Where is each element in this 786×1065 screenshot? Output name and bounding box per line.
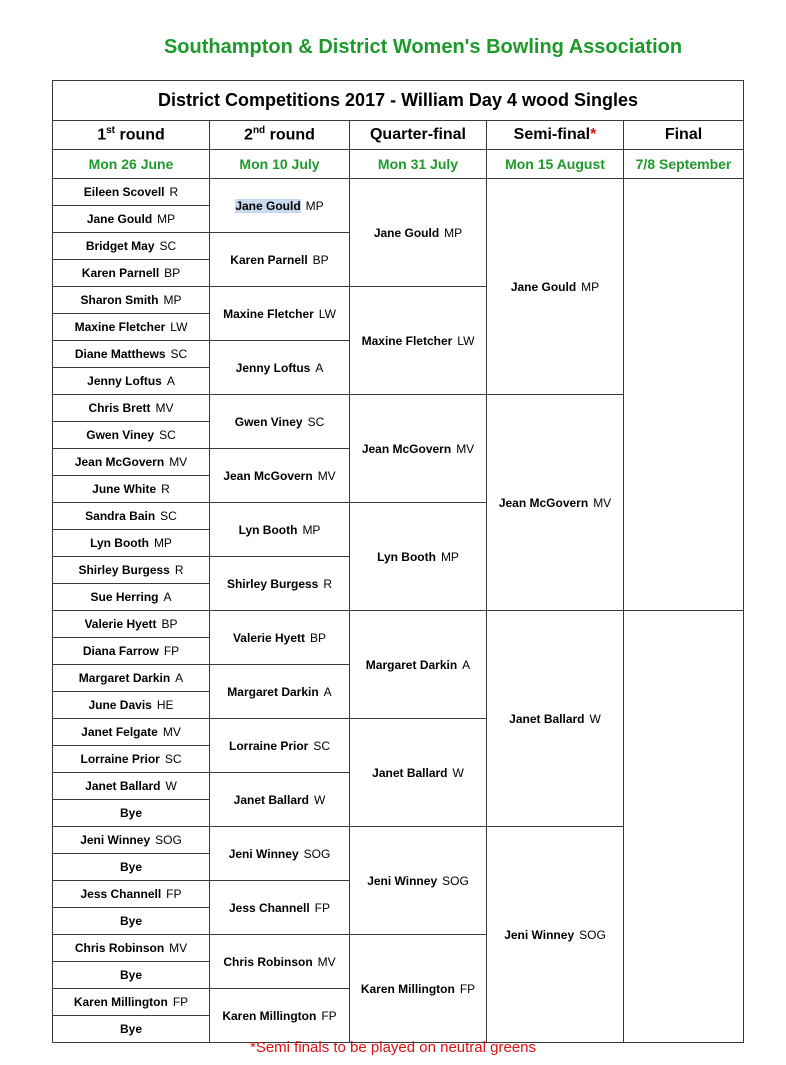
round2-entry[interactable] [210, 503, 350, 557]
club-code: MP [581, 279, 600, 294]
player-name: Lorraine Prior [228, 738, 309, 753]
player-name: Lyn Booth [90, 536, 149, 550]
round-date: Mon 10 July [210, 150, 350, 179]
club-code: A [166, 374, 175, 388]
semi-final-footnote: *Semi finals to be played on neutral greens [250, 1039, 537, 1056]
round1-entry[interactable] [53, 449, 210, 476]
club-code: R [161, 482, 170, 496]
round2-entry[interactable] [210, 719, 350, 773]
bracket-row [53, 179, 744, 206]
round1-entry[interactable] [53, 962, 210, 989]
round-header-text: Semi-final [513, 126, 591, 143]
club-code: FP [314, 900, 331, 915]
player-name: Jess Channell [80, 887, 162, 901]
club-code: BP [310, 630, 327, 645]
quarter-entry[interactable] [350, 935, 487, 1043]
club-code: SC [313, 738, 331, 753]
round1-entry[interactable] [53, 530, 210, 557]
player-name: Jane Gould [510, 279, 577, 294]
round-header [53, 121, 210, 150]
club-code: FP [459, 981, 476, 996]
player-name: Margaret Darkin [365, 657, 458, 672]
round1-entry[interactable] [53, 908, 210, 935]
round-header-text: Quarter-final [369, 126, 466, 143]
club-code: LW [457, 333, 475, 348]
round1-entry[interactable] [53, 665, 210, 692]
round-header [350, 121, 487, 150]
club-code: FP [172, 995, 189, 1009]
player-name: Sharon Smith [80, 293, 159, 307]
round1-entry[interactable] [53, 773, 210, 800]
player-name: Shirley Burgess [226, 576, 319, 591]
round-header [487, 121, 624, 150]
player-name: Janet Ballard [372, 765, 448, 780]
player-name: Karen Parnell [81, 266, 160, 280]
player-name: Jeni Winney [504, 927, 575, 942]
club-code: MV [317, 954, 336, 969]
club-code: SC [170, 347, 188, 361]
player-name: Shirley Burgess [78, 563, 170, 577]
round2-entry[interactable] [210, 179, 350, 233]
round-date: Mon 26 June [53, 150, 210, 179]
player-name: Jess Channell [228, 900, 310, 915]
club-code: MV [155, 401, 174, 415]
round2-entry[interactable] [210, 773, 350, 827]
club-code: MP [444, 225, 463, 240]
club-code: FP [321, 1008, 337, 1023]
quarter-entry[interactable] [350, 395, 487, 503]
round2-entry[interactable] [210, 341, 350, 395]
club-code: MP [302, 522, 321, 537]
round1-entry[interactable] [53, 989, 210, 1016]
round-ordinal-suffix: st [106, 125, 116, 137]
semi-entry[interactable] [487, 611, 624, 827]
player-name: Jean McGovern [498, 495, 589, 510]
player-name: Karen Millington [360, 981, 455, 996]
club-code: W [165, 779, 177, 793]
club-code: A [163, 590, 172, 604]
club-code: MP [305, 198, 324, 213]
player-name: Bridget May [85, 239, 155, 253]
round-header-suffix: round [115, 126, 165, 144]
club-code: SOG [303, 846, 331, 861]
player-name: Bye [119, 806, 142, 820]
player-name: Eileen Scovell [83, 185, 165, 199]
player-name: Lorraine Prior [80, 752, 160, 766]
player-name: Chris Robinson [223, 954, 313, 969]
round2-entry[interactable] [210, 557, 350, 611]
round1-entry[interactable] [53, 368, 210, 395]
club-code: MP [163, 293, 182, 307]
round1-entry[interactable] [53, 692, 210, 719]
round1-entry[interactable] [53, 287, 210, 314]
club-code: SC [159, 239, 177, 253]
round-ordinal-suffix: nd [252, 125, 266, 137]
club-code: R [323, 576, 333, 591]
club-code: A [323, 684, 332, 699]
round1-entry[interactable] [53, 476, 210, 503]
player-name: Jeni Winney [367, 873, 438, 888]
player-name: Janet Ballard [509, 711, 585, 726]
club-code: W [589, 711, 601, 726]
round1-entry[interactable] [53, 638, 210, 665]
round-header [210, 121, 350, 150]
semi-entry[interactable] [487, 395, 624, 611]
club-code: W [452, 765, 464, 780]
round1-entry[interactable] [53, 557, 210, 584]
round1-entry[interactable] [53, 206, 210, 233]
round2-entry[interactable] [210, 935, 350, 989]
player-name: Chris Brett [88, 401, 151, 415]
round2-entry[interactable] [210, 233, 350, 287]
quarter-entry[interactable] [350, 503, 487, 611]
player-name: Valerie Hyett [232, 630, 306, 645]
player-name: Karen Parnell [230, 252, 308, 267]
player-name: Sue Herring [90, 590, 159, 604]
quarter-entry[interactable] [350, 287, 487, 395]
player-name: Jane Gould [86, 212, 153, 226]
player-name: Gwen Viney [234, 414, 303, 429]
footnote-asterisk: * [590, 126, 597, 143]
player-name: Janet Ballard [85, 779, 161, 793]
round1-entry[interactable] [53, 314, 210, 341]
round1-entry[interactable] [53, 827, 210, 854]
round-date: Mon 31 July [350, 150, 487, 179]
player-name: Bye [119, 968, 142, 982]
club-code: FP [163, 644, 180, 658]
player-name: Jenny Loftus [235, 360, 311, 375]
club-code: BP [164, 266, 181, 280]
player-name: Chris Robinson [74, 941, 165, 955]
player-name: June Davis [88, 698, 152, 712]
round2-entry[interactable] [210, 881, 350, 935]
player-name: Valerie Hyett [84, 617, 157, 631]
round2-entry[interactable] [210, 449, 350, 503]
player-name: Jane Gould [235, 198, 301, 213]
club-code: MP [153, 536, 172, 550]
round1-entry[interactable] [53, 260, 210, 287]
round1-entry[interactable] [53, 611, 210, 638]
player-name: Sandra Bain [85, 509, 156, 523]
round-header-suffix: round [265, 126, 315, 144]
club-code: SOG [155, 833, 182, 847]
association-title: Southampton & District Women's Bowling Association [163, 36, 683, 58]
club-code: R [174, 563, 184, 577]
round2-entry[interactable] [210, 395, 350, 449]
club-code: SC [160, 509, 177, 523]
player-name: Diana Farrow [82, 644, 159, 658]
quarter-entry[interactable] [350, 611, 487, 719]
player-name: Jean McGovern [223, 468, 313, 483]
club-code: MV [169, 941, 188, 955]
club-code: MV [593, 495, 612, 510]
club-code: R [169, 185, 179, 199]
round-date: Mon 15 August [487, 150, 624, 179]
bracket-row [53, 611, 744, 638]
round1-entry[interactable] [53, 1016, 210, 1043]
club-code: W [314, 792, 326, 807]
player-name: Bye [119, 1022, 142, 1036]
player-name: Lyn Booth [238, 522, 298, 537]
player-name: Karen Millington [222, 1008, 317, 1023]
semi-entry[interactable] [487, 179, 624, 395]
club-code: MV [456, 441, 475, 456]
round2-entry[interactable] [210, 827, 350, 881]
competition-bracket [52, 80, 744, 1043]
round1-entry[interactable] [53, 746, 210, 773]
round1-entry[interactable] [53, 881, 210, 908]
player-name: Jean McGovern [361, 441, 452, 456]
club-code: SC [159, 428, 176, 442]
club-code: LW [170, 320, 188, 334]
quarter-entry[interactable] [350, 719, 487, 827]
round1-entry[interactable] [53, 854, 210, 881]
round2-entry[interactable] [210, 287, 350, 341]
final-entry[interactable] [624, 179, 744, 611]
round-date: 7/8 September [624, 150, 744, 179]
player-name: Jane Gould [373, 225, 440, 240]
club-code: SC [164, 752, 182, 766]
round1-entry[interactable] [53, 422, 210, 449]
round1-entry[interactable] [53, 935, 210, 962]
player-name: Margaret Darkin [227, 684, 319, 699]
round1-entry[interactable] [53, 233, 210, 260]
club-code: SOG [442, 873, 469, 888]
club-code: LW [318, 306, 336, 321]
semi-entry[interactable] [487, 827, 624, 1043]
player-name: Margaret Darkin [78, 671, 171, 685]
club-code: BP [161, 617, 178, 631]
quarter-entry[interactable] [350, 827, 487, 935]
player-name: Bye [119, 860, 142, 874]
club-code: A [462, 657, 471, 672]
club-code: MP [440, 549, 459, 564]
club-code: A [175, 671, 184, 685]
club-code: MV [162, 725, 181, 739]
player-name: Jenny Loftus [87, 374, 162, 388]
club-code: HE [156, 698, 174, 712]
final-entry[interactable] [624, 611, 744, 1043]
player-name: Jeni Winney [228, 846, 299, 861]
round-header-text: 2 [244, 126, 253, 144]
round1-entry[interactable] [53, 503, 210, 530]
round1-entry[interactable] [53, 179, 210, 206]
player-name: Bye [119, 914, 142, 928]
player-name: Jean McGovern [74, 455, 165, 469]
club-code: SC [307, 414, 325, 429]
club-code: MP [157, 212, 176, 226]
club-code: MV [317, 468, 336, 483]
round-header [624, 121, 744, 150]
player-name: Karen Millington [73, 995, 168, 1009]
player-name: Lyn Booth [377, 549, 436, 564]
round1-entry[interactable] [53, 395, 210, 422]
round1-entry[interactable] [53, 719, 210, 746]
player-name: Jeni Winney [80, 833, 151, 847]
player-name: Maxine Fletcher [74, 320, 166, 334]
round1-entry[interactable] [53, 800, 210, 827]
player-name: Janet Ballard [233, 792, 310, 807]
club-code: SOG [579, 927, 606, 942]
player-name: Janet Felgate [81, 725, 158, 739]
club-code: A [315, 360, 324, 375]
player-name: Maxine Fletcher [361, 333, 453, 348]
competition-title: District Competitions 2017 - William Day 4 wood Singles [53, 81, 744, 121]
quarter-entry[interactable] [350, 179, 487, 287]
player-name: Maxine Fletcher [223, 306, 314, 321]
round2-entry[interactable] [210, 665, 350, 719]
club-code: FP [166, 887, 182, 901]
player-name: June White [92, 482, 157, 496]
round-header-text: 1 [97, 126, 107, 144]
round1-entry[interactable] [53, 584, 210, 611]
round-header-text: Final [664, 126, 703, 143]
player-name: Diane Matthews [74, 347, 166, 361]
round1-entry[interactable] [53, 341, 210, 368]
club-code: BP [312, 252, 329, 267]
club-code: MV [169, 455, 188, 469]
round2-entry[interactable] [210, 989, 350, 1043]
round2-entry[interactable] [210, 611, 350, 665]
player-name: Gwen Viney [86, 428, 155, 442]
